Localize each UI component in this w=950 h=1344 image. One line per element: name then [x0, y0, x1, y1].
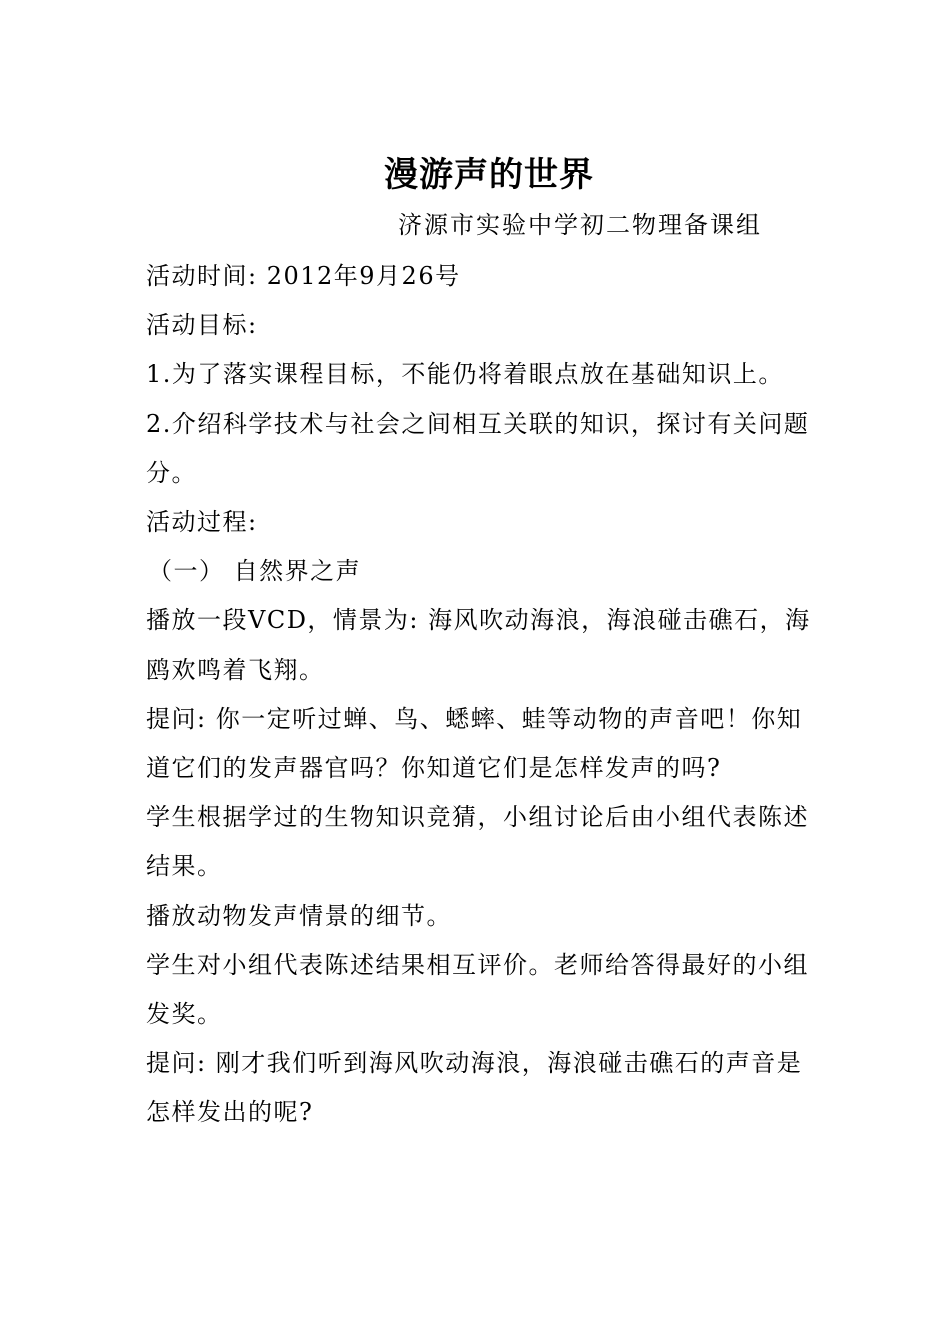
paragraph-student-guess: 学生根据学过的生物知识竞猜，小组讨论后由小组代表陈述结果。 — [146, 803, 809, 881]
paragraph-play-details: 播放动物发声情景的细节。 — [146, 901, 452, 930]
document-title: 漫游声的世界 — [384, 155, 594, 195]
paragraph-student-evaluate: 学生对小组代表陈述结果相互评价。老师给答得最好的小组发奖。 — [146, 950, 809, 1029]
paragraph-question-waves: 提问: 刚才我们听到海风吹动海浪，海浪碰击礁石的声音是怎样发出的呢? — [146, 1049, 803, 1127]
paragraph-activity-process-heading: 活动过程: — [146, 508, 258, 537]
paragraph-play-vcd: 播放一段VCD，情景为: 海风吹动海浪，海浪碰击礁石，海鸥欢鸣着飞翔。 — [146, 606, 811, 684]
paragraph-section-nature-sound: （一） 自然界之声 — [148, 557, 362, 586]
document-body — [146, 252, 816, 1138]
document-author: 济源市实验中学初二物理备课组 — [398, 211, 762, 239]
paragraph-activity-time: 活动时间: 2012年9月26号 — [146, 262, 461, 290]
paragraph-goal-2: 2.介绍科学技术与社会之间相互关联的知识，探讨有关问题分。 — [146, 409, 810, 487]
paragraph-question-animals: 提问: 你一定听过蝉、鸟、蟋蟀、蛙等动物的声音吧！你知道它们的发声器官吗？你知道它们是怎样发声的吗? — [146, 704, 803, 783]
paragraph-activity-goal-heading: 活动目标: — [146, 311, 258, 340]
paragraph-goal-1: 1.为了落实课程目标，不能仍将着眼点放在基础知识上。 — [146, 360, 784, 389]
